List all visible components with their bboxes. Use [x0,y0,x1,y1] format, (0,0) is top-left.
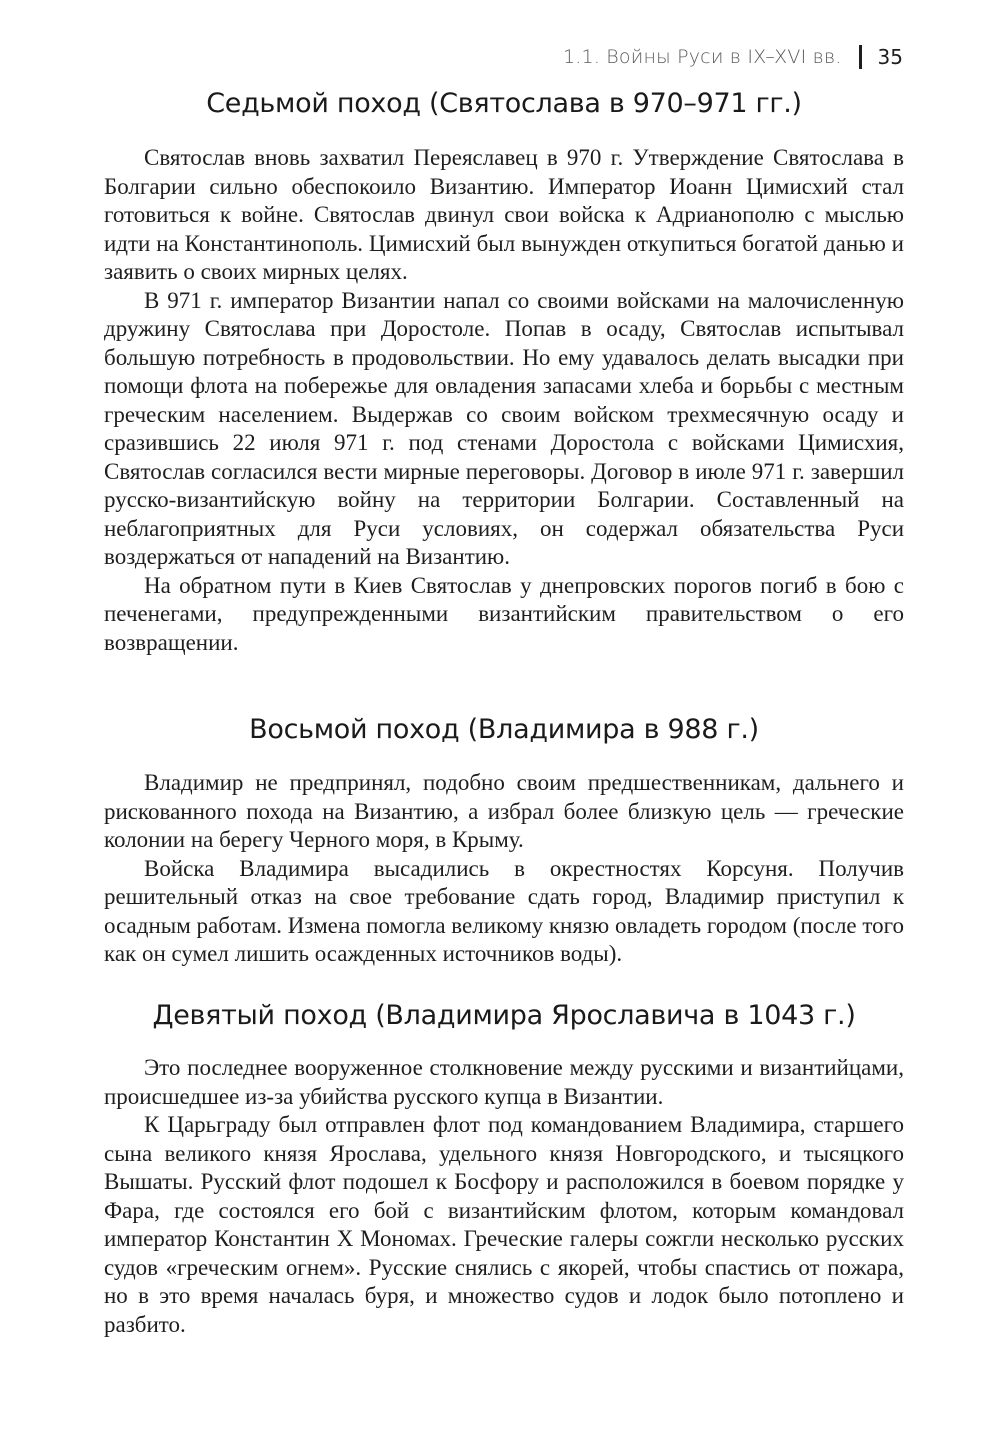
running-head-title: 1.1. Войны Руси в IX–XVI вв. [563,46,842,68]
page-number: 35 [877,45,903,69]
section-heading-ninth-campaign: Девятый поход (Владимира Ярославича в 1043 г.) [152,1000,856,1031]
running-head-divider [859,45,862,69]
paragraph: К Царьграду был отправлен флот под командованием Владимира, старшего сына великого князя Ярослава, удельного князя Новгородского, и тысяцкого Вышаты. Русский флот подошел к Босфору и расположился в боевом порядке у Фара, где состоялся его бой с византийским флотом, которым командовал император Константин X Мономах. Греческие галеры сожгли несколько русских судов «греческим огнем». Русские снялись с якорей, чтобы спастись от пожара, но в это время началась буря, и множество судов и лодок было потоплено и разбито. [104,1112,904,1337]
paragraph: В 971 г. император Византии напал со своими войсками на малочисленную дружину Святослава при Доростоле. Попав в осаду, Святослав испытывал большую потребность в продовольствии. Но ему удавалось делать высадки при помощи флота на побережье для овладения запасами хлеба и борьбы с местным греческим населением. Выдержав со своим войском трехмесячную осаду и сразившись 22 июля 971 г. под стенами Доростола с войсками Цимисхия, Святослав согласился вести мирные переговоры. Договор в июле 971 г. завершил русско-византийскую войну на территории Болгарии. Составленный на неблагоприятных для Руси условиях, он содержал обязательства Руси воздержаться от нападений на Византию. [104,287,904,569]
paragraph: Это последнее вооруженное столкновение между русскими и византийцами, происшедшее из-за убийства русского купца в Византии. [104,1055,904,1109]
paragraph: Войска Владимира высадились в окрестностях Корсуня. Получив решительный отказ на свое требование сдать город, Владимир приступил к осадным работам. Измена помогла великому князю овладеть городом (после того как он сумел лишить осажденных источников воды). [104,855,904,966]
paragraph: Святослав вновь захватил Переяславец в 970 г. Утверждение Святослава в Болгарии сильно обеспокоило Византию. Император Иоанн Цимисхий стал готовиться к войне. Святослав двинул свои войска к Адрианополю с мыслью идти на Константинополь. Цимисхий был вынужден откупиться богатой данью и заявить о своих мирных целях. [104,145,904,284]
section-heading-eighth-campaign: Восьмой поход (Владимира в 988 г.) [249,714,759,745]
section-body-eighth-campaign [104,769,904,969]
paragraph: Владимир не предпринял, подобно своим предшественникам, дальнего и рискованного похода на Византию, а избрал более близкую цель — греческие колонии на берегу Черного моря, в Крыму. [104,770,904,852]
section-body-ninth-campaign [104,1054,904,1339]
running-head [563,40,903,74]
paragraph: На обратном пути в Киев Святослав у днепровских порогов погиб в бою с печенегами, предупрежденными византийским правительством о его возвращении. [104,572,904,655]
section-body-seventh-campaign [104,144,904,657]
section-heading-seventh-campaign: Седьмой поход (Святослава в 970–971 гг.) [206,88,802,119]
